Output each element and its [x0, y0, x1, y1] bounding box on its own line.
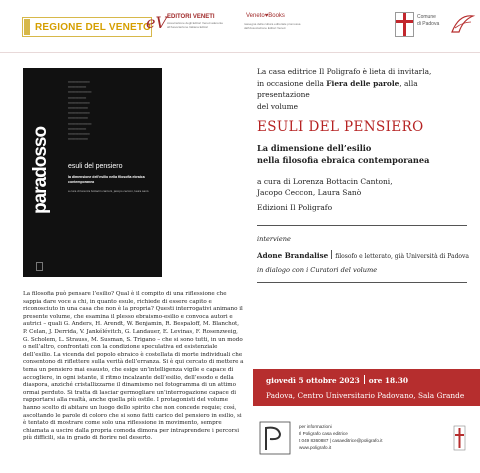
info-company: Il Poligrafo casa editrice: [299, 431, 348, 436]
info-website[interactable]: www.poligrafo.it: [299, 445, 332, 450]
book-description: La filosofia può pensare l’esilio? Qual è il compito di una riflessione che sappia dare voce a chi, in quanto esule, richiede di essere capito e riconosciuto in una casa che non è la propria? Questi interrogativi animano il presente volume, che esamina il plesso ebraismo-esilio e convoca autori e autrici – quali G. Anders, H. Arendt, W. Benjamin, R. Bespaloff, M. Blanchot, P. Celan, J. Derrida, V. Jankélévitch, G. Landauer, E. Levinas, F. Rosenzweig, G. Scholem, L. Strauss, M. Susman, S. Trigano – che si sono tutti, in un modo o nell’altro, confrontati con la condizione speculativa ed esistenziale dell’esilio. La vicenda del popolo ebraico è costellata di morte individuali che consentono di riflettere sulla verità dell’erranza. Si è qui cercato di mettere a tema un pensiero mai esausto, che esige un’intelligenza vigile e capace di accogliere, in ogni istante, il ritmo incalzante dell’esilio, dell’esodo e della diaspora, anziché cristallizzarne il dinamismo nel fotogramma di un attimo ormai perduto. Si tratta di lasciar germogliare un’interrogazione capace di rapportarsi alla realtà, anche quella più ostile. I protagonisti del volume hanno scelto di abitare un luogo dello spirito che non concede requie; così, ascoltando le parole di coloro che si sono fatti carico del pensiero in esilio, si è tentato di mostrare come solo una riflessione in movimento, sempre chiamata a uscire dalla propria comoda dimora per intraprendere i percorsi più difficili, sia in grado di fiorire nel deserto.: [23, 291, 244, 442]
veneto-books-logo: [246, 13, 285, 19]
invitation-line3: del volume: [257, 101, 298, 111]
padova-seal-icon: [453, 425, 466, 451]
separator-bar: [331, 250, 332, 259]
book-publisher-logo-icon: [36, 262, 43, 271]
book-cover-subtitle: la dimensione dell'esilio nella filosofia ebraica contemporanea: [68, 175, 145, 184]
info-label: per informazioni: [299, 424, 332, 429]
info-contacts[interactable]: t 049 8360887 | casaeditrice@poligrafo.it: [299, 438, 383, 443]
book-series-name: paradosso: [30, 126, 51, 214]
invitation-line1: La casa editrice Il Poligrafo è lieta di invitarla,: [257, 67, 432, 76]
lion-icon: [24, 19, 30, 35]
speaker-line: [257, 250, 469, 260]
book-subtitle: La dimensione dell’esilio nella filosofia ebraica contemporanea: [257, 143, 430, 165]
editori-veneti-mark: eV: [146, 13, 168, 32]
regione-veneto-logo: [22, 17, 152, 37]
separator-bar: [364, 375, 365, 384]
comune-line2: di Padova: [417, 21, 440, 27]
editori-veneti-title: EDITORI VENETI: [167, 14, 215, 20]
invitation-text: [257, 66, 467, 112]
event-date: giovedì 5 ottobre 2023: [266, 376, 360, 385]
invitation-line2: in occasione della Fiera delle parole, alla presentazione: [257, 78, 418, 99]
dialog-note: in dialogo con i Curatori del volume: [257, 266, 378, 274]
publisher-name: Edizioni Il Poligrafo: [257, 203, 333, 212]
editori-veneti-subtitle: Associazione degli Editori Veneti aderente all'Associazione Italiana Editori: [167, 21, 224, 29]
comune-line1: Comune: [417, 14, 436, 20]
comune-padova-label: [417, 14, 447, 28]
book-authors: a cura di Lorenza Bottacin Cantoni, Jacopo Ceccon, Laura Sanò: [257, 177, 393, 197]
regione-veneto-label: REGIONE DEL VENETO: [34, 21, 151, 33]
veneto-books-title2: Books: [268, 13, 285, 19]
book-cover-curators: a cura di lorenza bottacin cantoni, jacopo ceccon, laura sanò: [68, 189, 149, 193]
veneto-books-subtitle: rassegna della cultura editoriale promossa dall'Associazione Editori Veneti: [244, 22, 301, 30]
page-title: ESULI DEL PENSIERO: [257, 119, 424, 135]
divider: [257, 282, 467, 283]
book-cover-title: esuli del pensiero: [68, 163, 123, 170]
speaker-name: Adone Brandalise: [257, 251, 329, 260]
divider: [257, 225, 467, 226]
padova-crest-icon: [395, 12, 414, 37]
event-time: ore 18.30: [368, 376, 409, 385]
event-place: Padova, Centro Universitario Padovano, Sala Grande: [266, 391, 465, 400]
speaker-affiliation: filosofo e letterato, già Università di Padova: [335, 253, 469, 260]
heart-icon: ♥: [264, 13, 269, 19]
fiera-delle-parole: Fiera delle parole: [326, 78, 400, 88]
book-cover-contributors: ━━━━━━━━━━━━ ━━━━━━━━━━ ━━━━━━━━━━━━━ ━━━━━━━━━━ ━━━━━━━━━━━━ ━━━━━━━━━━━ ━━━━━━━━━━━━ ━━━━━━━━━━━ ━━━━━━━━━━━━━ ━━━━━━━━━━ ━━━━━━━━━━━━ ━━━━━━━━━━━: [68, 80, 92, 142]
contact-info: [299, 423, 449, 451]
interviene-label: interviene: [257, 235, 291, 243]
event-datetime: [266, 375, 408, 385]
veneto-books-title: Veneto: [246, 13, 265, 19]
poligrafo-logo-icon: [258, 420, 292, 456]
fiera-parole-logo-icon: [449, 10, 476, 37]
